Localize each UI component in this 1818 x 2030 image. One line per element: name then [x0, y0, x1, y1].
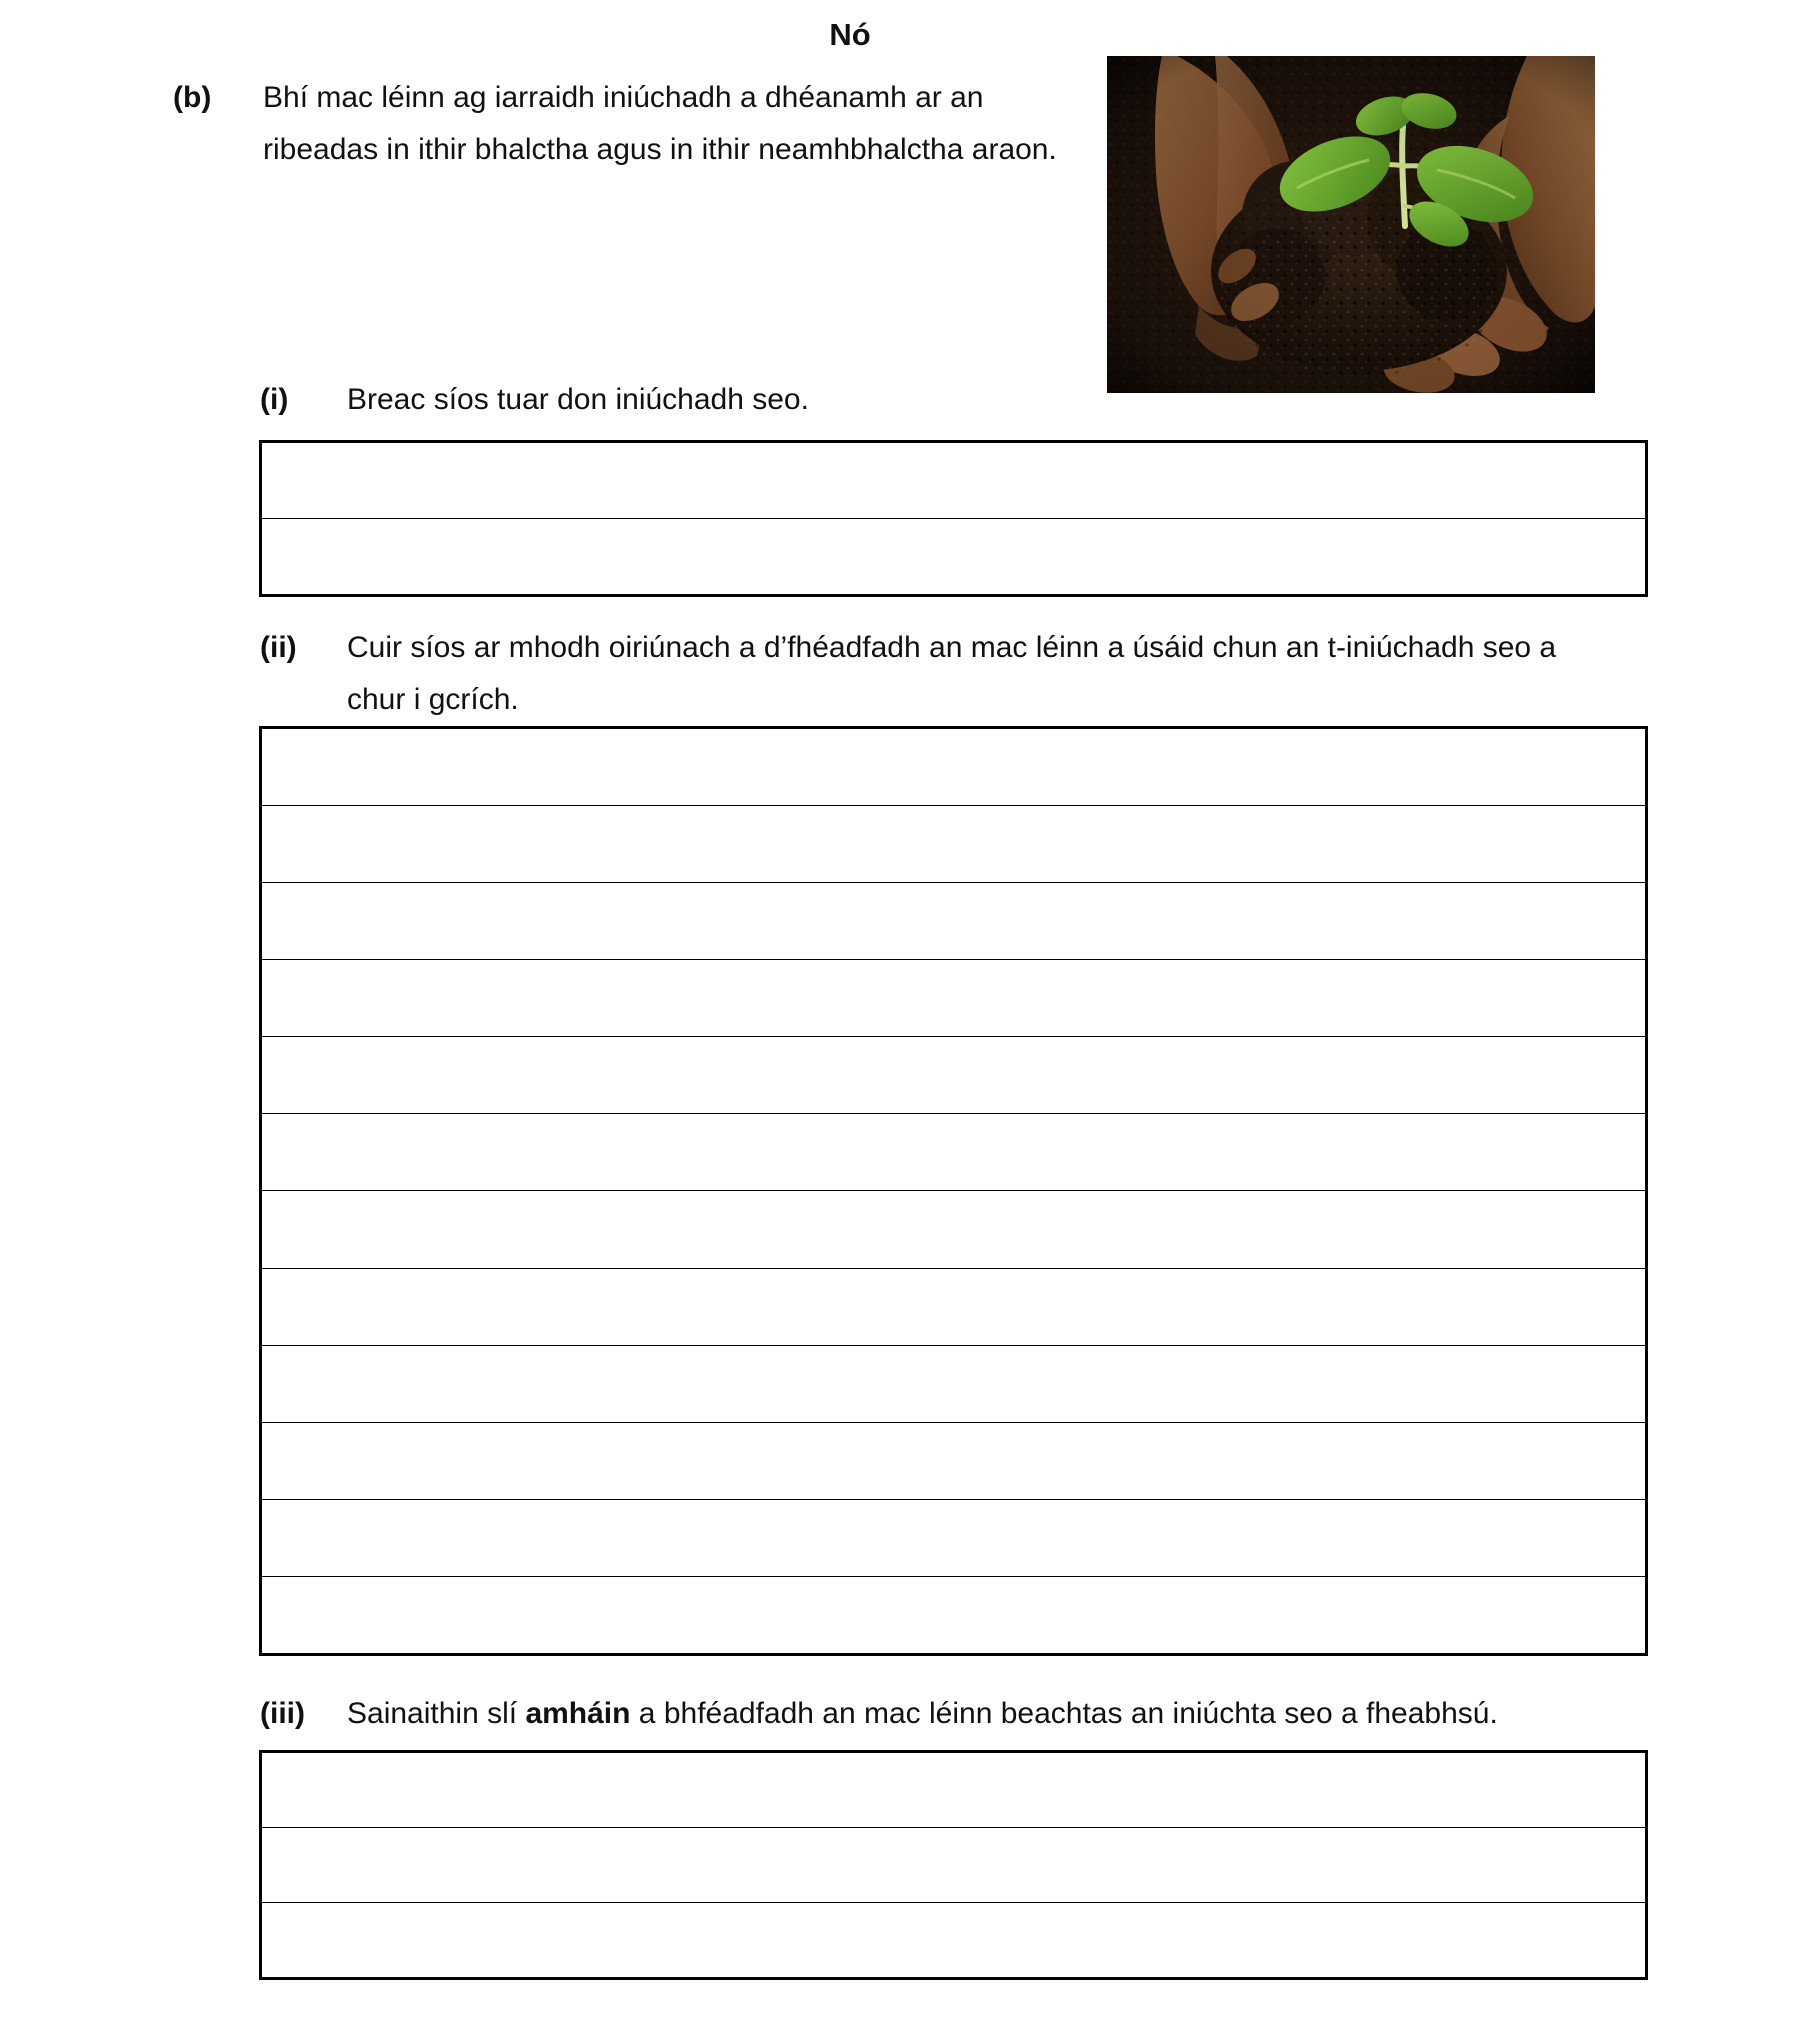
answer-line[interactable]: [262, 1753, 1645, 1827]
answer-line[interactable]: [262, 1113, 1645, 1190]
part-ii-label: (ii): [260, 631, 297, 664]
answer-line[interactable]: [262, 1268, 1645, 1345]
part-i-label: (i): [260, 383, 289, 416]
soil-seedling-photo: [1107, 56, 1595, 393]
answer-line[interactable]: [262, 1827, 1645, 1902]
part-ii-answer-box: [259, 726, 1648, 1656]
answer-line[interactable]: [262, 1576, 1645, 1653]
answer-line[interactable]: [262, 805, 1645, 882]
answer-line[interactable]: [262, 959, 1645, 1036]
answer-line[interactable]: [262, 729, 1645, 805]
question-b-label: (b): [173, 81, 212, 114]
answer-line[interactable]: [262, 1190, 1645, 1267]
answer-line[interactable]: [262, 1036, 1645, 1113]
answer-line[interactable]: [262, 518, 1645, 594]
answer-line[interactable]: [262, 443, 1645, 518]
answer-line[interactable]: [262, 882, 1645, 959]
part-iii-text-suffix: a bhféadfadh an mac léinn beachtas an iniúchta seo a fheabhsú.: [630, 1697, 1498, 1730]
part-iii-text: [347, 1688, 1647, 1740]
answer-line[interactable]: [262, 1422, 1645, 1499]
page-title: Nó: [829, 17, 871, 52]
part-i-text: Breac síos tuar don iniúchadh seo.: [347, 383, 809, 416]
part-iii-answer-box: [259, 1750, 1648, 1980]
question-b-text: Bhí mac léinn ag iarraidh iniúchadh a dhéanamh ar an ribeadas in ithir bhalctha agus in ithir neamhbhalctha araon.: [263, 81, 1057, 166]
answer-line[interactable]: [262, 1902, 1645, 1977]
part-iii-text-prefix: Sainaithin slí: [347, 1697, 526, 1730]
part-i-answer-box: [259, 440, 1648, 597]
answer-line[interactable]: [262, 1499, 1645, 1576]
part-iii-text-bold: amháin: [525, 1697, 631, 1730]
part-ii-text: Cuir síos ar mhodh oiriúnach a d’fhéadfadh an mac léinn a úsáid chun an t-iniúchadh seo a chur i gcrích.: [347, 631, 1557, 716]
part-iii-label: (iii): [260, 1697, 305, 1730]
answer-line[interactable]: [262, 1345, 1645, 1422]
